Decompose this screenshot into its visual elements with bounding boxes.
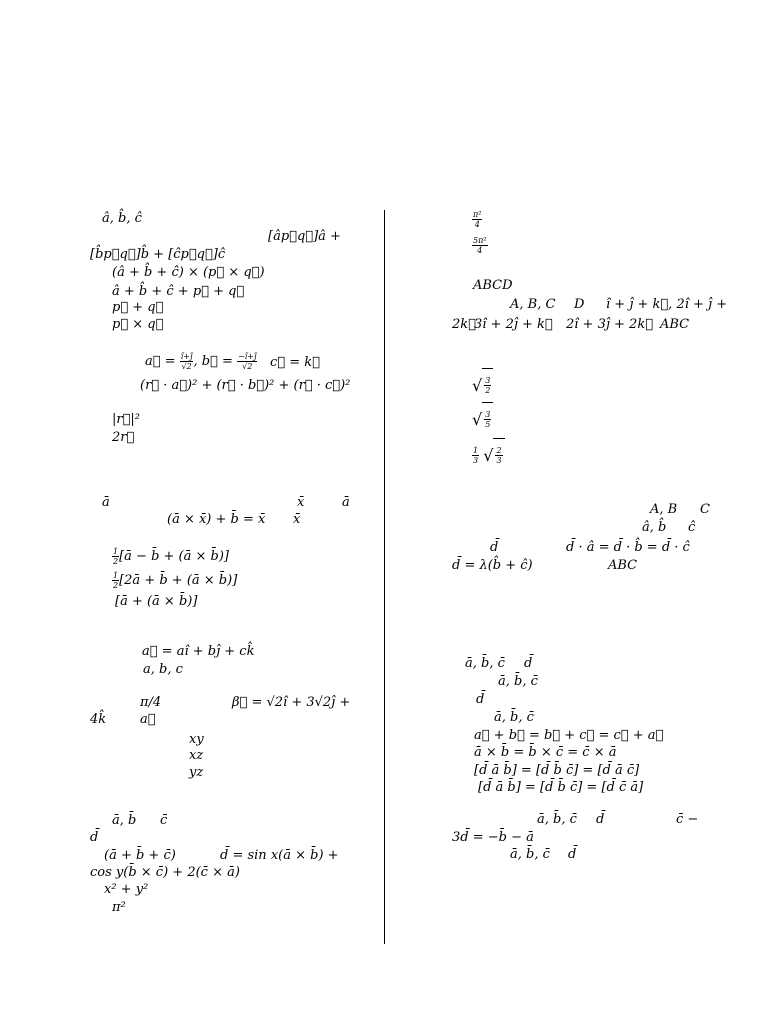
- r2-d: D: [574, 297, 585, 312]
- r1-option-1-numerator: π²: [473, 210, 482, 219]
- r2-vector-3: 2î + 3ĵ + 2k⃗: [566, 317, 653, 332]
- r2-option-3: [472, 438, 505, 473]
- q1-option-3: p⃗ + q⃗: [112, 300, 164, 315]
- q4-angle: π/4: [140, 695, 162, 710]
- q5-ab: ā, b̄: [112, 813, 137, 828]
- r2-option-2-numerator: 3: [485, 410, 491, 419]
- q3-vector-x: x̄: [297, 495, 305, 510]
- q3-option-1-denominator: 2: [113, 557, 119, 566]
- r2-option-1-numerator: 3: [485, 376, 491, 385]
- q1-expression-a: [âp⃗q⃗]â +: [268, 229, 341, 244]
- r2-option-3-prefix: [472, 446, 479, 465]
- r3-ab: A, B: [650, 502, 678, 517]
- column-divider: [384, 210, 385, 944]
- q3-vector-x2: x̄: [293, 512, 301, 527]
- r2-option-1-denominator: 2: [485, 386, 491, 395]
- r4-abc-3: ā, b̄, c̄: [494, 710, 534, 725]
- q2-b-numerator: −î+ĵ: [238, 352, 257, 361]
- r2-abc-plane: ABC: [660, 317, 690, 332]
- q4-vector-a2: a⃗: [140, 712, 156, 727]
- r3-dot-products: d̄ · â = d̄ · b̂ = d̄ · ĉ: [566, 540, 690, 555]
- r3-abc: ABC: [608, 558, 638, 573]
- r5-abc: ā, b̄, c̄: [537, 812, 577, 827]
- q4-abc: a, b, c: [143, 662, 183, 677]
- r5-equation: 3d̄ = −b̄ − ā: [452, 830, 534, 845]
- q4-option-1: xy: [189, 732, 204, 747]
- q2-expression: (r⃗ · a⃗)² + (r⃗ · b⃗)² + (r⃗ · c⃗)²: [140, 378, 351, 393]
- r3-unit-c: ĉ: [688, 520, 696, 535]
- q2-a-numerator: î+ĵ: [180, 352, 193, 361]
- q1-option-1: (â + b̂ + ĉ) × (p⃗ × q⃗): [112, 265, 265, 280]
- r1-option-2-fraction: [472, 236, 488, 255]
- r2-option-1: [472, 368, 493, 403]
- q2-a-lhs: a⃗ =: [145, 354, 176, 369]
- r4-option-3: [d̄ ā b̄] = [d̄ b̄ c̄] = [d̄ ā c̄]: [474, 763, 640, 778]
- q3-equation: (ā × x̄) + b̄ = x̄: [167, 512, 266, 527]
- r2-option-3-numerator: 2: [496, 446, 502, 455]
- r2-vector-1: î + ĵ + k⃗, 2î + ĵ +: [606, 297, 728, 312]
- r2-option-3-denominator: 3: [496, 456, 502, 465]
- r2-option-1-sqrt: √ $\frac{3}{2}$: [472, 368, 493, 403]
- q1-expression-b: [b̂p⃗q⃗]b̂ + [ĉp⃗q⃗]ĉ: [90, 247, 226, 262]
- q3-option-2-expr: [2ā + b̄ + (ā × b̄)]: [119, 573, 238, 588]
- q4-4k: 4k̂: [90, 712, 107, 727]
- r3-unit-ab: â, b̂: [642, 520, 667, 535]
- q5-option-1: x² + y²: [104, 882, 149, 897]
- q5-sum: (ā + b̄ + c̄): [104, 848, 176, 863]
- r1-option-1-denominator: 4: [474, 220, 480, 229]
- q1-vectors: â, b̂, ĉ: [102, 211, 142, 226]
- r2-option-2: [472, 402, 493, 437]
- q3-option-1-numerator: 1: [113, 547, 119, 556]
- r5-c: c̄ −: [676, 812, 699, 827]
- r2-option-3-prefix-denominator: 3: [473, 456, 479, 465]
- r2-option-2-denominator: 5: [485, 420, 491, 429]
- q5-d-equation: d̄ = sin x(ā × b̄) +: [220, 848, 339, 863]
- r2-option-2-sqrt: √ $\frac{3}{5}$: [472, 402, 493, 437]
- r5-abc-2: ā, b̄, c̄: [510, 847, 550, 862]
- q1-option-2: â + b̂ + ĉ + p⃗ + q⃗: [112, 284, 245, 299]
- r4-d: d̄: [524, 656, 533, 671]
- r2-2k: 2k⃗: [452, 317, 476, 332]
- r3-d: d̄: [490, 540, 499, 555]
- q4-option-2: xz: [189, 748, 204, 763]
- q4-vector-a: a⃗ = aî + bĵ + ck̂: [142, 644, 255, 659]
- r4-option-1: a⃗ + b⃗ = b⃗ + c⃗ = c⃗ + a⃗: [474, 728, 664, 743]
- r2-option-3-sqrt: √ $\frac{2}{3}$: [483, 438, 504, 473]
- q4-option-3: yz: [189, 765, 204, 780]
- q3-option-3: [ā + (ā × b̄)]: [115, 594, 198, 609]
- r2-abcd: ABCD: [473, 278, 513, 293]
- r1-option-2: [472, 236, 488, 255]
- r4-option-2: ā × b̄ = b̄ × c̄ = c̄ × ā: [474, 745, 617, 760]
- q3-option-1: [112, 546, 229, 568]
- r5-d: d̄: [596, 812, 605, 827]
- q3-vector-a: ā: [102, 495, 110, 510]
- r1-option-1-fraction: [472, 210, 482, 229]
- q2-option-1: |r⃗|²: [112, 412, 140, 427]
- r3-lambda: d̄ = λ(b̂ + ĉ): [452, 558, 533, 573]
- r1-option-2-numerator: 5π²: [473, 236, 487, 245]
- q5-d: d̄: [90, 830, 99, 845]
- q2-a-fraction: [180, 352, 194, 371]
- r2-vector-2: 3î + 2ĵ + k⃗: [474, 317, 553, 332]
- r2-abc: A, B, C: [510, 297, 556, 312]
- q5-continuation: cos y(b̄ × c̄) + 2(c̄ × ā): [90, 865, 240, 880]
- r1-option-1: [472, 210, 482, 229]
- r5-d-2: d̄: [568, 847, 577, 862]
- q1-option-4: p⃗ × q⃗: [112, 317, 164, 332]
- q3-option-2: [112, 570, 237, 592]
- r2-option-3-prefix-numerator: 1: [473, 446, 479, 455]
- r4-option-4: [d̄ ā b̄] = [d̄ b̄ c̄] = [d̄ c̄ ā]: [478, 780, 644, 795]
- q2-c-definition: c⃗ = k⃗: [270, 355, 320, 370]
- r4-d-2: d̄: [476, 692, 485, 707]
- q3-option-2-numerator: 1: [113, 571, 119, 580]
- q2-b-denominator: √2: [242, 362, 253, 371]
- q3-vector-a2: ā: [342, 495, 350, 510]
- r4-abc: ā, b̄, c̄: [465, 656, 505, 671]
- q2-b-fraction: [237, 352, 257, 371]
- q2-option-2: 2r⃗: [112, 430, 135, 445]
- r3-c: C: [700, 502, 710, 517]
- q3-option-2-denominator: 2: [113, 581, 119, 590]
- q5-option-2: π²: [112, 900, 126, 915]
- r1-option-2-denominator: 4: [477, 246, 483, 255]
- r4-abc-2: ā, b̄, c̄: [498, 674, 538, 689]
- q3-option-1-expr: [ā − b̄ + (ā × b̄)]: [119, 549, 229, 564]
- q5-c: c̄: [160, 813, 168, 828]
- q4-beta: β⃗ = √2î + 3√2ĵ +: [232, 695, 351, 710]
- q2-b-lhs: , b⃗ =: [193, 354, 233, 369]
- q2-a-denominator: √2: [181, 362, 192, 371]
- q2-vector-definitions: [145, 350, 257, 374]
